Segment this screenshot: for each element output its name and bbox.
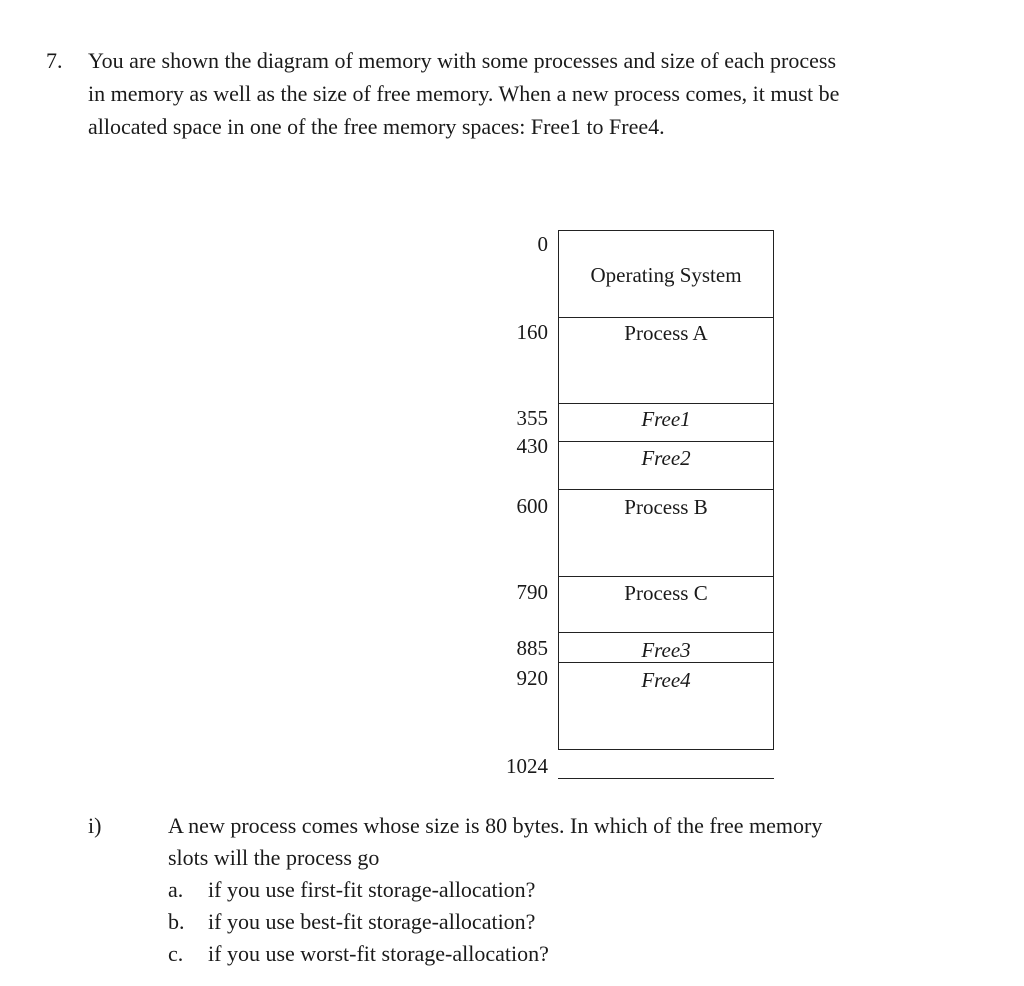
option-letter: a. (168, 877, 184, 902)
option-letter: b. (168, 909, 185, 934)
segment-process-c: Process C (624, 581, 708, 605)
part-line: slots will the process go (168, 845, 380, 870)
address-label: 600 (516, 494, 548, 518)
question-text (88, 44, 958, 143)
segment-divider (558, 441, 774, 442)
address-label: 0 (537, 232, 548, 256)
option-text: if you use worst-fit storage-allocation? (208, 941, 549, 966)
segment-free4: Free4 (641, 668, 691, 692)
option-worst-fit (168, 938, 928, 970)
segment-free3: Free3 (641, 638, 691, 662)
part-line: A new process comes whose size is 80 bytes. In which of the free memory (168, 813, 823, 838)
memory-end-line (558, 778, 774, 779)
address-label: 885 (516, 636, 548, 660)
address-label: 355 (516, 406, 548, 430)
memory-column (558, 230, 774, 750)
option-text: if you use best-fit storage-allocation? (208, 909, 536, 934)
option-best-fit (168, 906, 928, 938)
question-number: 7. (46, 48, 63, 73)
option-letter: c. (168, 941, 184, 966)
part-label: i) (88, 813, 102, 838)
address-label: 1024 (506, 754, 548, 778)
segment-process-a: Process A (624, 321, 708, 345)
segment-divider (558, 576, 774, 577)
question-line: allocated space in one of the free memory spaces: Free1 to Free4. (88, 114, 665, 139)
memory-diagram (480, 228, 800, 788)
question-line: in memory as well as the size of free memory. When a new process comes, it must be (88, 81, 840, 106)
segment-divider (558, 489, 774, 490)
segment-divider (558, 632, 774, 633)
option-text: if you use first-fit storage-allocation? (208, 877, 536, 902)
question-line: You are shown the diagram of memory with some processes and size of each process (88, 48, 837, 73)
segment-divider (558, 403, 774, 404)
segment-divider (558, 317, 774, 318)
segment-free1: Free1 (641, 407, 691, 431)
segment-operating-system: Operating System (590, 263, 742, 287)
address-label: 160 (516, 320, 548, 344)
segment-process-b: Process B (624, 495, 708, 519)
part-question (168, 810, 928, 970)
segment-free2: Free2 (641, 446, 691, 470)
address-label: 790 (516, 580, 548, 604)
option-first-fit (168, 874, 928, 906)
address-label: 430 (516, 434, 548, 458)
address-label: 920 (516, 666, 548, 690)
